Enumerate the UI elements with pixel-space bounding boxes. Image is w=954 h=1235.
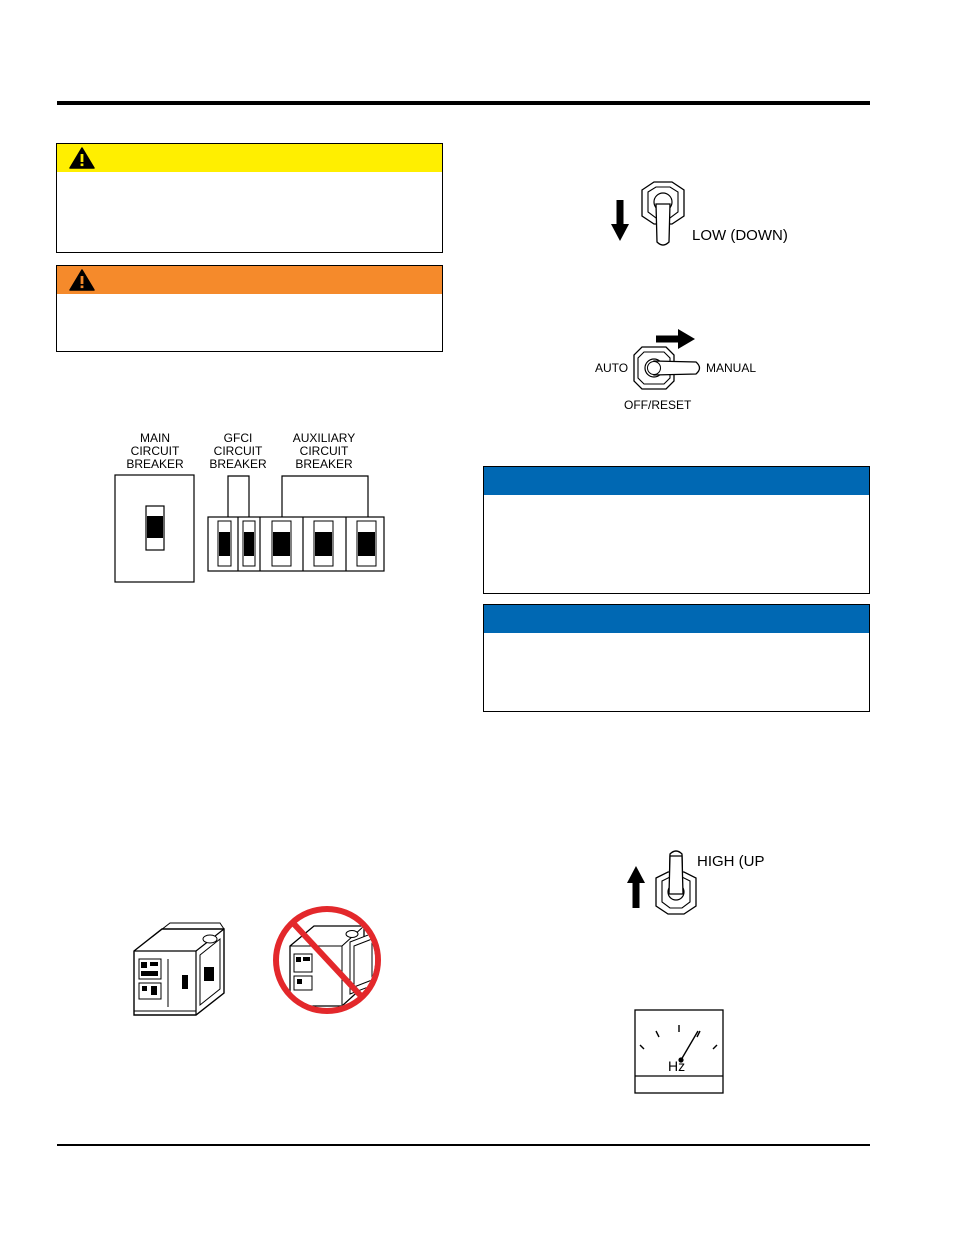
notice-box-1 [483,466,870,594]
auto-label: AUTO [595,361,629,375]
gfci-breaker-label: GFCI CIRCUIT BREAKER [209,431,267,471]
arrow-down-icon [610,200,630,242]
caution-box [56,265,443,352]
arrow-up-icon [626,866,646,908]
auxiliary-breaker-label: AUXILIARY CIRCUIT BREAKER [292,431,356,471]
bottom-rule [57,1144,870,1146]
main-breaker-label: MAIN CIRCUIT BREAKER [126,431,184,471]
notice-box-2 [483,604,870,712]
prohibited-open-doors-icon [272,902,384,1018]
auxiliary-bracket [282,476,368,519]
caution-header-band [57,266,442,294]
alert-triangle-icon [69,269,95,291]
warning-box [56,143,443,253]
gfci-bracket [228,476,249,519]
top-rule [57,101,870,105]
toggle-switch-low [634,180,690,248]
notice-header-band [484,467,869,495]
high-up-label: HIGH (UP [697,853,765,870]
warning-header-band [57,144,442,172]
generator-doors-closed-image [130,915,230,1017]
toggle-switch-high [648,848,704,920]
low-down-label: LOW (DOWN) [692,227,788,244]
off-reset-label: OFF/RESET [624,398,692,412]
circuit-breaker-diagram [110,470,390,585]
toggle-switch-auto-manual [632,343,704,393]
alert-triangle-icon [69,147,95,169]
manual-label: MANUAL [706,361,757,375]
notice-header-band [484,605,869,633]
meter-unit-label: Hz [668,1058,686,1074]
frequency-meter [634,1009,724,1095]
